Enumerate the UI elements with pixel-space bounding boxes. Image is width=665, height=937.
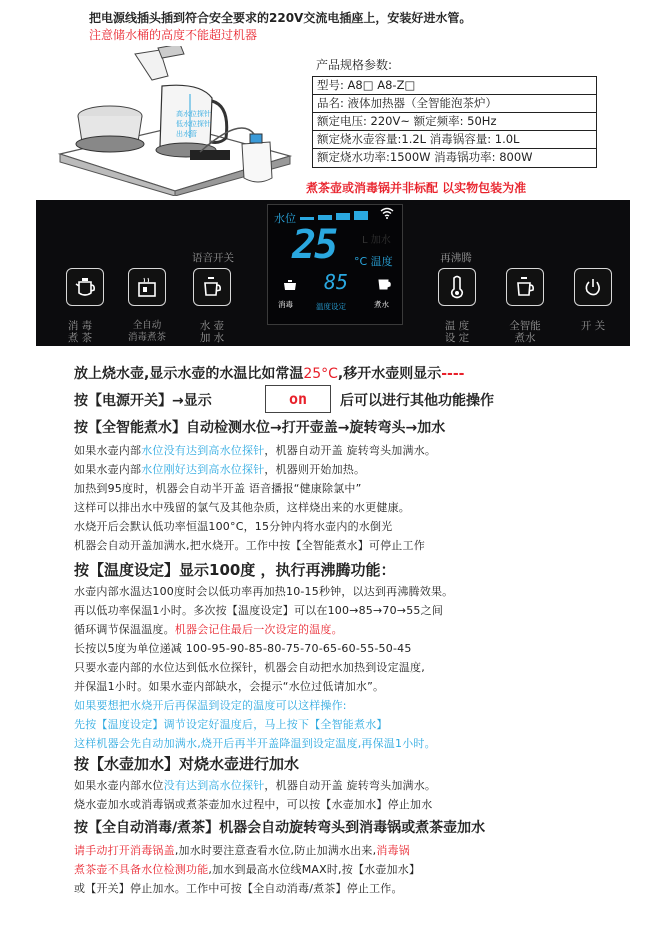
section-heading-reboil: 按【温度设定】显示100度 ，执行再沸腾功能：	[74, 561, 396, 579]
water-level-label: 水位	[274, 212, 296, 225]
label-line: 全智能	[509, 320, 541, 332]
text: ,加水到最高水位线MAX时,按【水壶加水】	[208, 863, 421, 876]
text: 水位刚好达到	[141, 463, 209, 476]
on-display-box	[265, 385, 331, 413]
text: 如果水壶内部	[74, 463, 142, 476]
para-line	[74, 443, 436, 459]
para-line: 或【开关】停止加水。工作中可按【全自动消毒/煮茶】停止工作。	[74, 882, 403, 895]
text: 按【电源开关】→显示	[74, 393, 212, 409]
step-smart-boil: 按【全智能煮水】自动检测水位→打开壶盖→旋转弯头→加水	[74, 420, 446, 436]
para-line: 长按以5度为单位递减 100-95-90-85-80-75-70-65-60-55-50-45	[74, 642, 412, 655]
label-line: 设 定	[444, 332, 470, 344]
text: 高水位探针	[208, 463, 265, 476]
label-line: 温 度	[444, 320, 470, 332]
para-line: 水壶内部水温达100度时会以低功率再加热10-15秒钟，以达到再沸腾效果。	[74, 585, 454, 598]
kettle-icon	[200, 276, 224, 298]
spec-title: 产品规格参数:	[316, 58, 393, 72]
para-line: 并保温1小时。如果水壶内部缺水，会提示“水位过低请加水”。	[74, 680, 385, 693]
display-screen	[267, 204, 403, 325]
text: 放上烧水壶,显示水壶的水温比如常温	[74, 366, 304, 382]
para-line	[74, 622, 343, 638]
teapot-icon	[73, 276, 97, 298]
spec-row: 额定烧水壶容量:1.2L 消毒锅容量: 1.0L	[313, 131, 596, 149]
para-line: 加热到95度时，机器会自动半开盖 语音播报“健康除氯中”	[74, 482, 362, 495]
spec-row: 品名: 液体加热器（全智能泡茶炉）	[313, 95, 596, 113]
text: 循环调节保温温度。	[74, 623, 175, 636]
para-line	[74, 843, 410, 859]
text: 没有达到高水位探针	[163, 779, 265, 792]
water-level-bar	[354, 211, 368, 220]
water-level-bar	[336, 213, 350, 220]
boil-indicator: 煮水	[374, 300, 389, 309]
label-line: 煮 茶	[67, 332, 93, 344]
power-icon	[583, 277, 603, 297]
water-level-bar	[300, 217, 314, 220]
text: 水位没有达到	[141, 444, 209, 457]
para-line	[74, 462, 365, 478]
disinfect-tea-button[interactable]	[66, 268, 104, 306]
probe-label-low: 低水位探针	[176, 120, 211, 128]
para-line: 水烧开后会默认低功率恒温100°C，15分钟内将水壶内的水倒光	[74, 520, 393, 533]
text: 消毒锅	[376, 844, 410, 857]
text: ----	[441, 366, 465, 382]
main-digits: 25	[292, 222, 337, 268]
button-label-2	[117, 320, 177, 344]
step-display-temp	[74, 365, 465, 383]
button-label-4	[427, 320, 487, 344]
label-line: 加 水	[199, 332, 225, 344]
text: ,移开水壶则显示	[337, 366, 442, 382]
button-label-1	[50, 320, 110, 344]
probe-label-high: 高水位探针	[176, 110, 211, 118]
text: 请手动打开消毒锅盖	[74, 844, 175, 857]
spec-note: 煮茶壶或消毒锅并非标配 以实物包装为准	[306, 181, 527, 195]
section-heading-auto-disinfect: 按【全自动消毒/煮茶】机器会自动旋转弯头到消毒锅或煮茶壶加水	[74, 820, 486, 836]
auto-disinfect-tea-button[interactable]	[128, 268, 166, 306]
wifi-icon	[380, 207, 394, 223]
spec-row: 额定烧水功率:1500W 消毒锅功率: 800W	[317, 150, 533, 164]
reboil-label: 再沸腾	[440, 252, 472, 264]
text: 25°C	[303, 366, 338, 382]
disinfect-pot-icon	[135, 276, 159, 298]
text: 如果水壶内部	[74, 444, 142, 457]
text: 如果水壶内部水位	[74, 779, 164, 792]
kettle-add-water-button[interactable]	[193, 268, 231, 306]
voice-switch-label: 语音开关	[192, 252, 234, 264]
add-water-indicator: L 加水	[362, 235, 391, 246]
button-label-3	[182, 320, 242, 344]
label-line: 全自动	[132, 320, 162, 331]
label-line: 消毒煮茶	[127, 332, 166, 343]
smart-boil-button[interactable]	[506, 268, 544, 306]
text: 机器会记住最后一次设定的温度。	[174, 623, 343, 636]
power-button[interactable]	[574, 268, 612, 306]
spec-row: 额定电压: 220V~ 额定频率: 50Hz	[313, 113, 596, 131]
para-line: 这样可以排出水中残留的氯气及其他杂质，这样烧出来的水更健康。	[74, 501, 410, 514]
text: ，机器自动开盖 旋转弯头加满水。	[264, 779, 437, 792]
para-line: 只要水壶内部的水位达到低水位探针，机器会自动把水加热到设定温度,	[74, 661, 425, 674]
button-label-5	[495, 320, 555, 344]
temp-set-button[interactable]	[438, 268, 476, 306]
text: ，机器自动开盖 旋转弯头加满水。	[264, 444, 437, 457]
tea-machine-drawing	[40, 46, 302, 196]
para-line	[74, 862, 420, 878]
para-line: 机器会自动开盖加满水,把水烧开。工作中按【全智能煮水】可停止工作	[74, 539, 425, 552]
para-line: 烧水壶加水或消毒锅或煮茶壶加水过程中，可以按【水壶加水】停止加水	[74, 798, 433, 811]
thermometer-icon	[447, 275, 467, 299]
para-line	[74, 778, 436, 794]
para-line: 如果要想把水烧开后再保温到设定的温度可以这样操作:	[74, 699, 347, 712]
label-line: 消 毒	[67, 320, 93, 332]
text: ,加水时要注意查看水位,防止加满水出来,	[174, 844, 377, 857]
section-heading-add-water: 按【水壶加水】对烧水壶进行加水	[74, 755, 300, 773]
text: 煮茶壶不具备水位检测功能	[74, 863, 209, 876]
temp-unit-label: °C 温度	[354, 255, 393, 268]
boil-kettle-icon	[376, 275, 392, 295]
step-power-tail: 后可以进行其他功能操作	[340, 393, 494, 409]
temp-set-indicator: 温度设定	[316, 302, 346, 311]
text: ，机器则开始加热。	[264, 463, 366, 476]
para-line: 这样机器会先自动加满水,烧开后再半开盖降温到设定温度,再保温1小时。	[74, 737, 436, 750]
intro-warning: 注意储水桶的高度不能超过机器	[89, 28, 258, 42]
para-line: 先按【温度设定】调节设定好温度后，马上按下【全智能煮水】	[74, 718, 388, 731]
timer-digits: 85	[324, 270, 349, 294]
spec-table	[312, 76, 597, 168]
label-line: 煮水	[514, 332, 536, 344]
kettle-icon	[513, 276, 537, 298]
button-label-6	[563, 320, 623, 332]
disinfect-indicator: 消毒	[278, 300, 293, 309]
control-panel	[36, 200, 630, 346]
label-line: 开 关	[580, 320, 606, 332]
on-indicator: on	[288, 390, 308, 408]
label-line: 水 壶	[199, 320, 225, 332]
spec-row: 型号: A8□ A8-Z□	[313, 77, 596, 95]
water-level-bar	[318, 215, 332, 220]
probe-label-outlet: 出水管	[176, 130, 197, 138]
product-illustration	[40, 46, 302, 196]
disinfect-pot-icon	[282, 277, 298, 296]
para-line: 再以低功率保温1小时。多次按【温度设定】可以在100→85→70→55之间	[74, 604, 444, 617]
intro-line-1: 把电源线插头插到符合安全要求的220V交流电插座上，安装好进水管。	[89, 11, 472, 25]
step-power	[74, 392, 212, 410]
text: 高水位探针	[208, 444, 265, 457]
